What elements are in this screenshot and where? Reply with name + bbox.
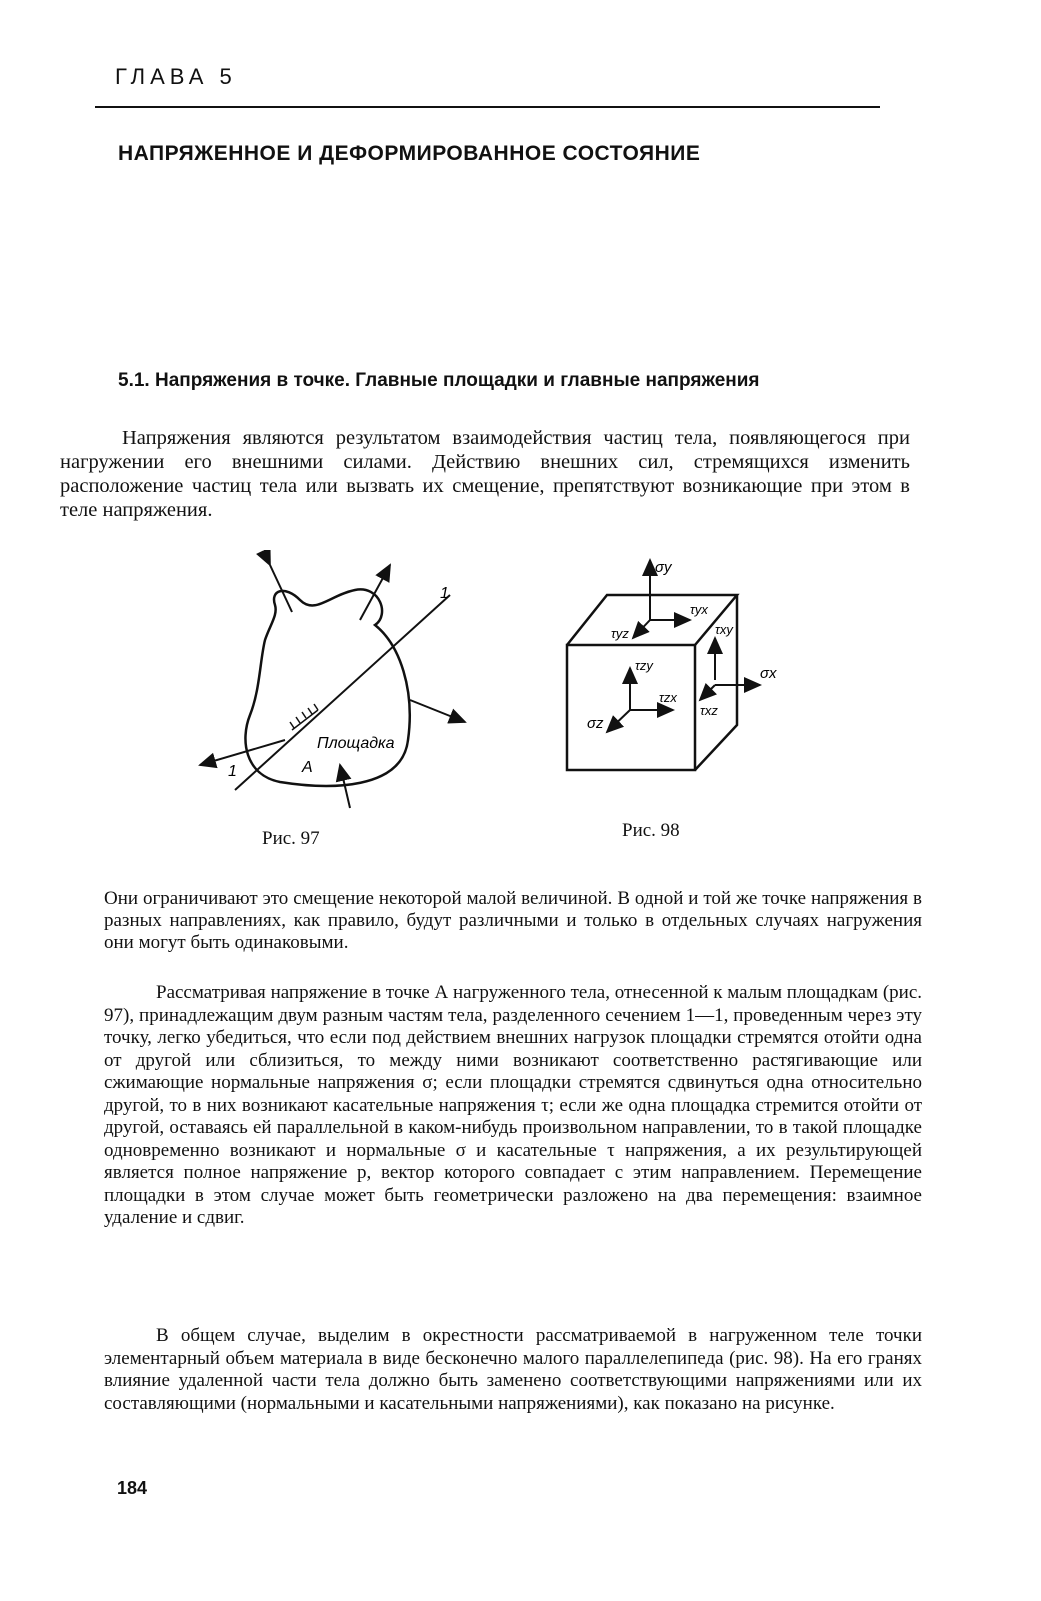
tau-zx-label: τzx [659,690,677,705]
paragraph-4: В общем случае, выделим в окрестности рассматриваемой в нагруженном теле точки элементарный объем материала в виде бесконечно малого параллелепипеда (рис. 98). На его гранях влияние удаленной части тела должно быть заменено соответствующими напряжениями или их составляющими (нормальными и касательными напряжениями), как показано на рисунке. [104,1325,922,1414]
paragraph-2: Они ограничивают это смещение некоторой малой величиной. В одной и той же точке напряжения в разных направлениях, как правило, будут различными и только в отдельных случаях нагружения они могут быть одинаковыми. [104,888,922,953]
tau-yx-label: τyx [690,602,708,617]
section-title: 5.1. Напряжения в точке. Главные площадки и главные напряжения [118,370,760,391]
sigma-y-label: σy [655,559,672,576]
body-outline [245,589,409,785]
tau-yz-label: τyz [611,626,629,641]
tau-zy-label: τzy [635,658,653,673]
tau-xz-label: τxz [700,703,718,718]
area-label: Площадка [317,735,395,752]
paragraph-3: Рассматривая напряжение в точке А нагруженного тела, отнесенной к малым площадкам (рис. 97), принадлежащим двум разным частям тела, разделенного сечением 1—1, проведенным через эту точку, легко убедиться, что если под действием внешних нагрузок площадки стремятся отойти одна от другой или сблизиться, то между ними возникают соответственно растягивающие или сжимающие нормальные напряжения σ; если площадки стремятся сдвинуться одна относительно другой, то в них возникают касательные напряжения τ; если же одна площадка стремится отойти от другой, оставаясь ей параллельной в каком-нибудь произвольном направлении, то в такой площадке одновременно возникают и нормальные σ и касательные τ напряжения, а их результирующей является полное напряжение p, вектор которого совпадает с этим направлением. Перемещение площадки в этом случае может быть геометрически разложено на два перемещения: взаимное удаление и сдвиг. [104,982,922,1228]
paragraph-1: Напряжения являются результатом взаимодействия частиц тела, появляющегося при нагружении его внешними силами. Действию внешних сил, стремящихся изменить расположение частиц тела или вызвать их смещение, препятствуют возникающие при этом в теле напряжения. [60,427,910,521]
section-label-bottom: 1 [228,763,237,780]
sigma-x-label: σx [760,665,777,682]
figure-98-caption: Рис. 98 [622,820,680,841]
figure-98 [545,550,805,780]
chapter-title: НАПРЯЖЕННОЕ И ДЕФОРМИРОВАННОЕ СОСТОЯНИЕ [118,142,701,165]
figure-97 [190,550,490,820]
section-label-top: 1 [440,585,449,602]
sigma-z-label: σz [587,715,604,732]
section-line [235,595,450,790]
page-number: 184 [117,1478,148,1498]
point-label: А [302,759,313,776]
figure-97-caption: Рис. 97 [262,828,320,849]
chapter-label: ГЛАВА 5 [115,64,237,89]
tau-xy-label: τxy [715,622,733,637]
cube [567,595,737,770]
chapter-rule [95,106,880,108]
